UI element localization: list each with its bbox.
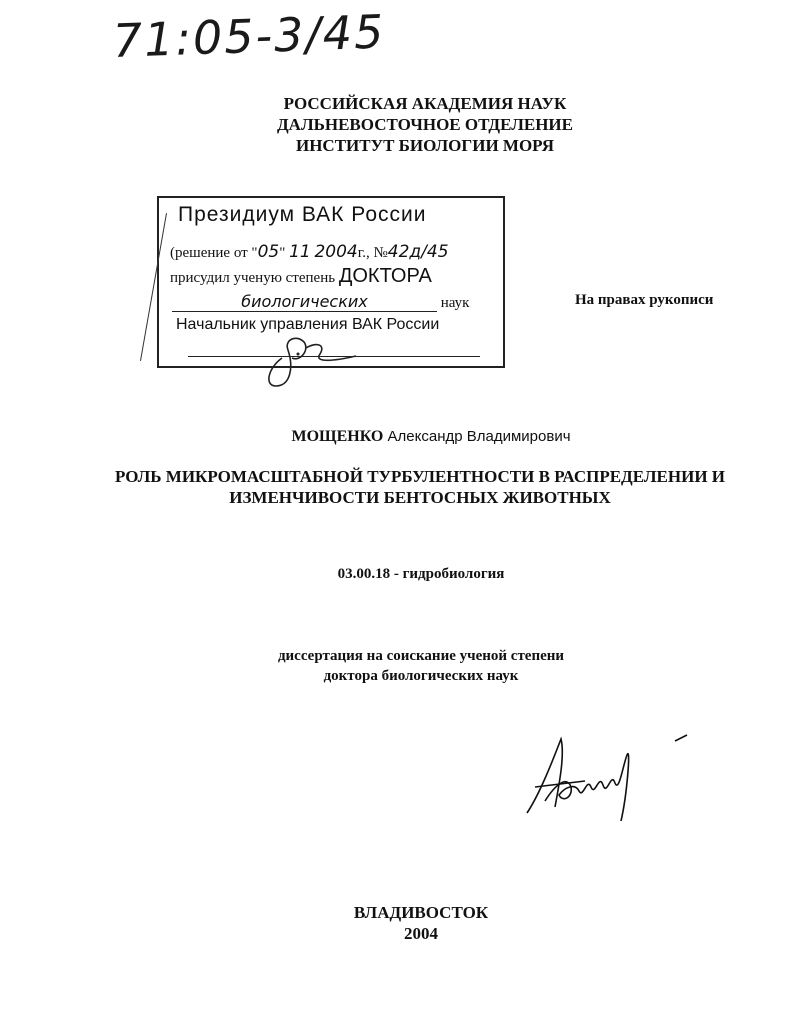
author-signature — [515, 725, 695, 825]
stamp-awarded-degree: ДОКТОРА — [338, 265, 432, 287]
stamp-head: Начальник управления ВАК России — [176, 316, 440, 333]
degree-line-1: диссертация на соискание ученой степени — [277, 648, 565, 664]
manuscript-note: На правах рукописи — [575, 292, 714, 308]
author-surname: МОЩЕНКО — [291, 428, 384, 445]
specialty: 03.00.18 - гидробиология — [337, 566, 505, 582]
stamp-decision-number: 42д/45 — [387, 242, 449, 262]
dissertation-title — [100, 466, 740, 508]
stamp-decision-prefix: (решение от " — [170, 245, 258, 261]
organization-academy: РОССИЙСКАЯ АКАДЕМИЯ НАУК — [283, 94, 567, 113]
organization-institute: ИНСТИТУТ БИОЛОГИИ МОРЯ — [295, 136, 554, 155]
year: 2004 — [404, 924, 438, 943]
stamp-decision-day: 05 — [257, 242, 280, 262]
author-given-names: Александр Владимирович — [383, 428, 571, 445]
stamp-decision-mid: г., № — [357, 245, 388, 261]
title-line-2: ИЗМЕНЧИВОСТИ БЕНТОСНЫХ ЖИВОТНЫХ — [229, 488, 611, 507]
stamp-decision — [170, 242, 449, 262]
stamp-edge-line — [140, 213, 167, 361]
degree-line-2: доктора биологических наук — [323, 668, 519, 684]
stamp-awarded — [170, 265, 432, 288]
stamp-decision-month: 11 — [289, 242, 311, 262]
stamp-signature — [260, 328, 370, 390]
stamp-field-handwritten: биологических — [172, 292, 437, 312]
stamp-field-suffix: наук — [437, 295, 470, 311]
stamp-decision-year: 2004 — [314, 242, 358, 262]
stamp-decision-sep: " — [279, 245, 290, 261]
stamp-awarded-prefix: присудил ученую степень — [170, 270, 339, 286]
archive-code: 71:05-3/45 — [112, 4, 387, 68]
author-name — [0, 428, 794, 446]
title-line-1: РОЛЬ МИКРОМАСШТАБНОЙ ТУРБУЛЕНТНОСТИ В РАСПРЕДЕЛЕНИИ И — [114, 467, 726, 486]
stamp-title: Президиум ВАК России — [178, 203, 427, 226]
organization-branch: ДАЛЬНЕВОСТОЧНОЕ ОТДЕЛЕНИЕ — [276, 115, 573, 134]
place: ВЛАДИВОСТОК — [353, 903, 489, 922]
stamp-field — [172, 292, 492, 312]
